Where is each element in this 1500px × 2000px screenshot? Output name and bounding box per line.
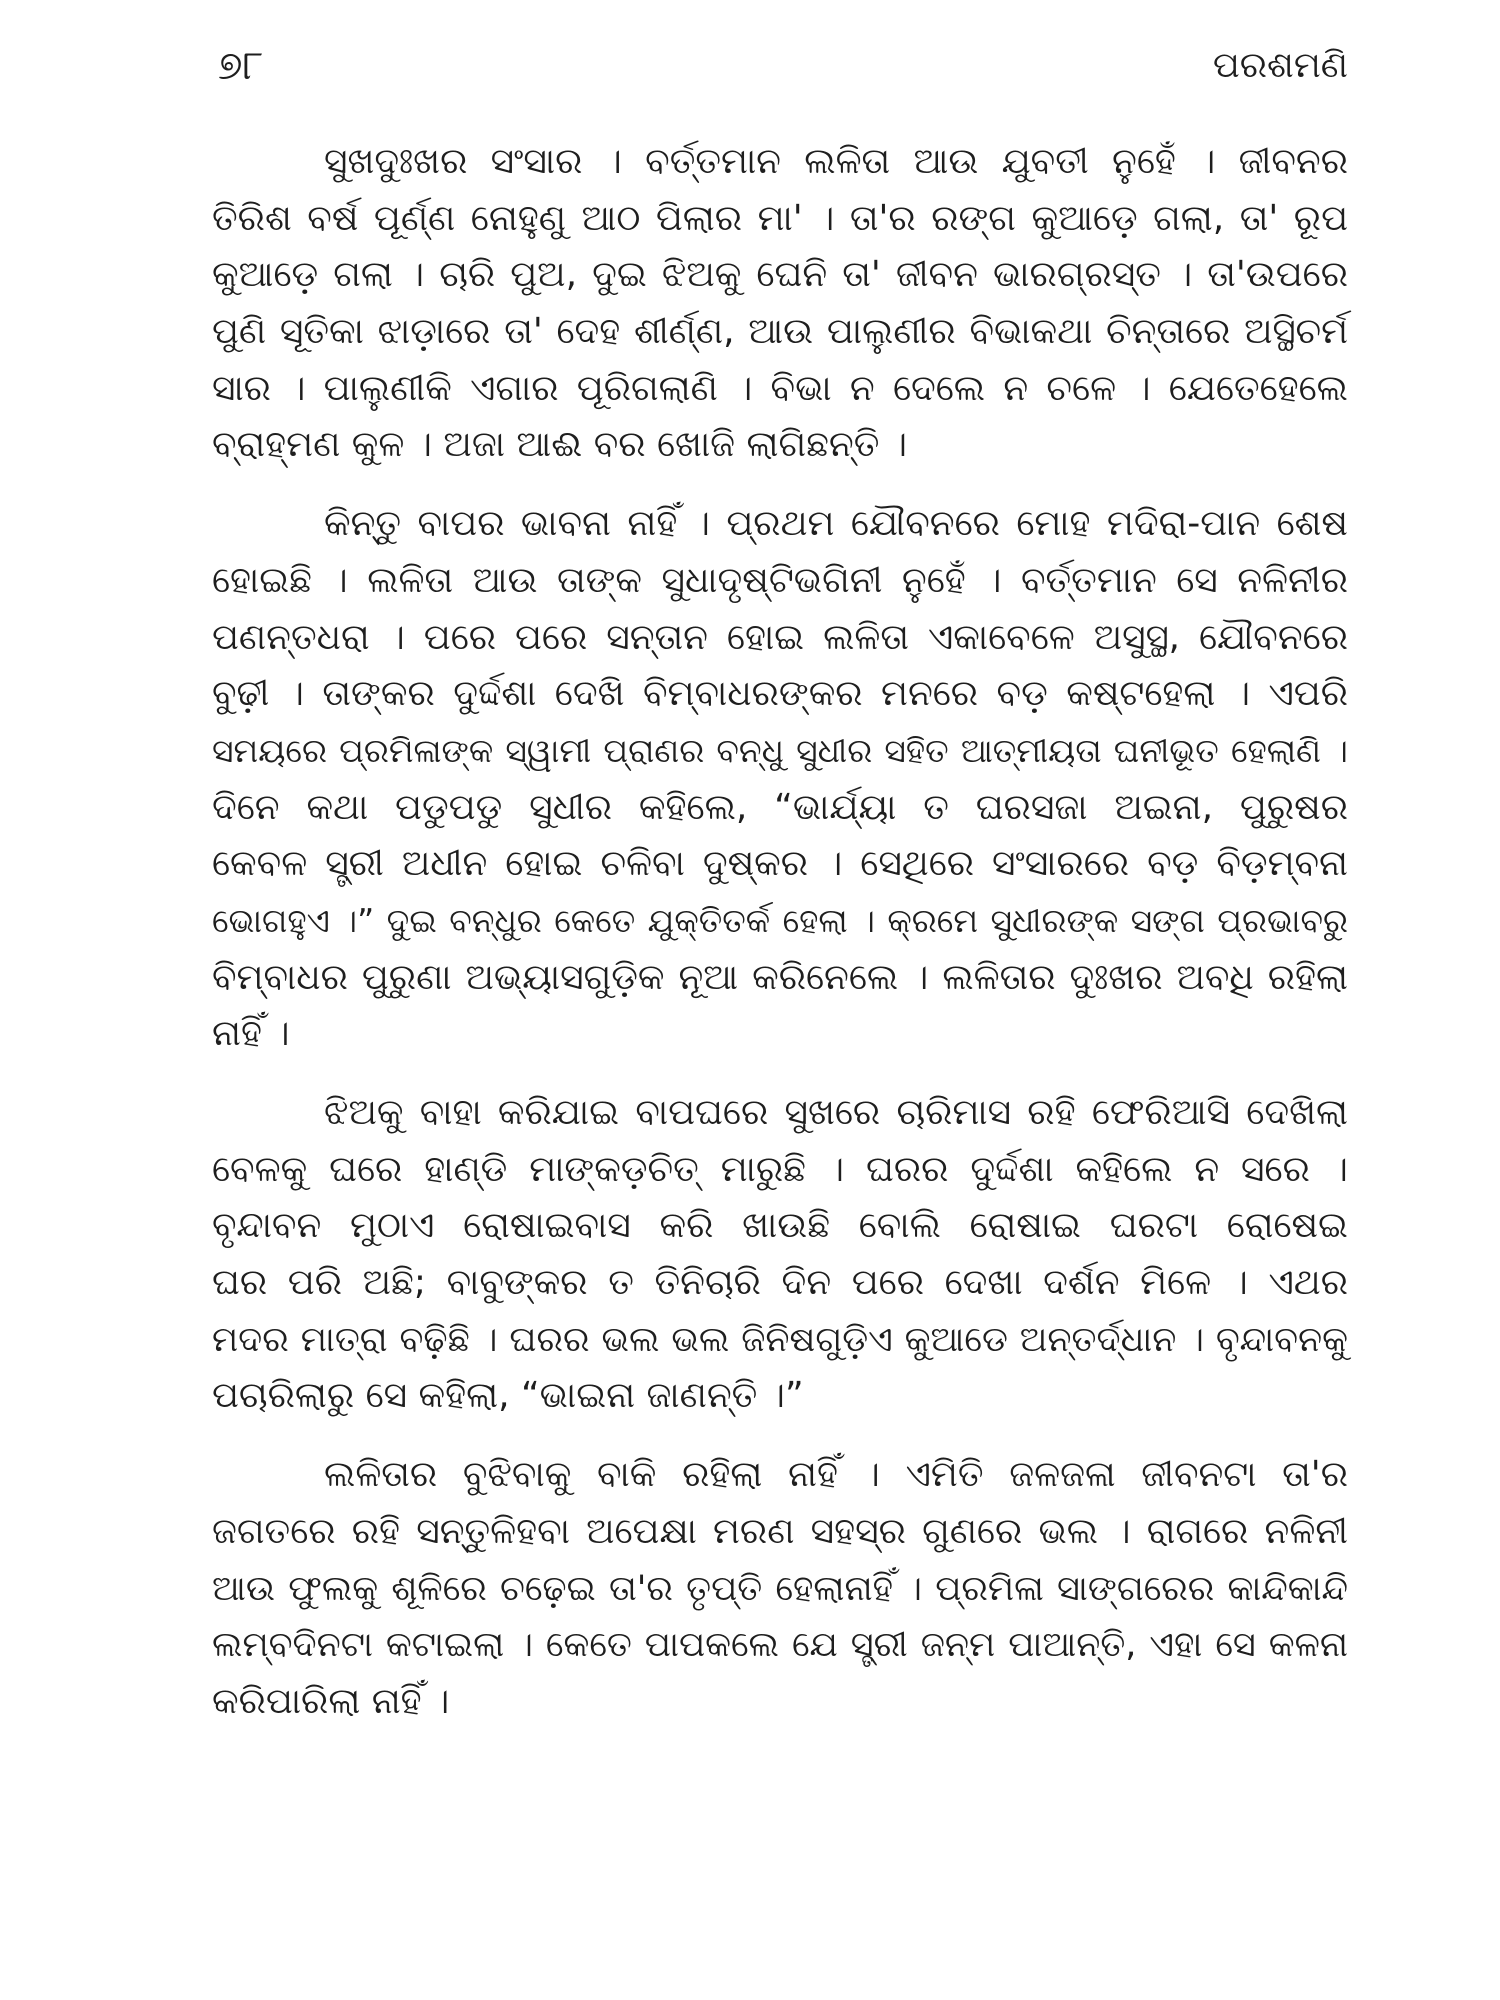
text-line: ଆଉ ଫୁଲକୁ ଶୂଳିରେ ଚଢ଼େଇ ତା'ର ତୃପ୍ତି ହେଲାନାହିଁ । ପ୍ରମିଳା ସାଙ୍ଗରେର କାନ୍ଦିକାନ୍ଦି (212, 1568, 1348, 1609)
text-line: ଘର ପରି ଅଛି; ବାବୁଙ୍କର ତ ତିନିଚାରି ଦିନ ପରେ ଦେଖା ଦର୍ଶନ ମିଳେ । ଏଥର (212, 1262, 1348, 1304)
text-line: ମଦର ମାତ୍ରା ବଢ଼ିଛି । ଘରର ଭଲ ଭଲ ଜିନିଷଗୁଡ଼ିଏ କୁଆଡେ ଅନ୍ତର୍ଦ୍ଧାନ । ବୃନ୍ଦାବନକୁ (212, 1319, 1348, 1360)
text-line: ହୋଇଛି । ଲଳିତା ଆଉ ତାଙ୍କ ସୁଧାଦୃଷ୍ଟିଭଗିନୀ ନୁହେଁ । ବର୍ତ୍ତମାନ ସେ ନଳିନୀର (212, 559, 1348, 601)
page-number: ୭୮ (218, 43, 264, 89)
text-line: ସାର । ପାଲୁଣୀକି ଏଗାର ପୂରିଗଲାଣି । ବିଭା ନ ଦେଲେ ନ ଚଳେ । ଯେତେହେଲେ (212, 367, 1348, 409)
paragraph-3 (212, 1085, 1348, 1425)
text-line: ବୃନ୍ଦାବନ ମୁଠାଏ ରୋଷାଇବାସ କରି ଖାଉଛି ବୋଲି ରୋଷାଇ ଘରଟା ରୋଷେଇ (212, 1205, 1348, 1247)
page-header (0, 36, 1500, 96)
paragraph-1 (212, 134, 1348, 474)
text-line: ଲଳିତାର ବୁଝିବାକୁ ବାକି ରହିଲା ନାହିଁ । ଏମିତି ଜଳଜଳା ଜୀବନଟା ତା'ର (324, 1454, 1348, 1496)
text-line: ବ୍ରାହ୍ମଣ କୁଳ । ଅଜା ଆଈ ବର ଖୋଜି ଲାଗିଛନ୍ତି । (212, 424, 908, 466)
text-line: ଜଗତରେ ରହି ସନ୍ତୁଳିହବା ଅପେକ୍ଷା ମରଣ ସହସ୍ର ଗୁଣରେ ଭଲ । ରାଗରେ ନଳିନୀ (212, 1510, 1348, 1552)
text-line: ଦିନେ କଥା ପଡୁପଡୁ ସୁଧୀର କହିଲେ, “ଭାର୍ଯ୍ୟା ତ ଘରସଜା ଅଇନା, ପୁରୁଷର (212, 786, 1348, 828)
text-line: ତିରିଶ ବର୍ଷ ପୂର୍ଣ୍ଣ ନୋହୁଣୁ ଆଠ ପିଲାର ମା' । ତା'ର ରଙ୍ଗ କୁଆଡ଼େ ଗଲା, ତା' ରୂପ (212, 197, 1348, 239)
text-line: ବିମ୍ବାଧର ପୁରୁଣା ଅଭ୍ୟାସଗୁଡ଼ିକ ନୂଆ କରିନେଲେ । ଲଳିତାର ଦୁଃଖର ଅବଧି ରହିଲା (212, 956, 1348, 998)
text-line: ବୁଢ଼ୀ । ତାଙ୍କର ଦୁର୍ଦ୍ଦଶା ଦେଖି ବିମ୍ବାଧରଙ୍କର ମନରେ ବଡ଼ କଷ୍ଟହେଲା । ଏପରି (212, 673, 1348, 715)
text-line: ନାହିଁ । (212, 1013, 290, 1055)
text-line: ସମୟରେ ପ୍ରମିଳାଙ୍କ ସ୍ୱାମୀ ପ୍ରାଣର ବନ୍ଧୁ ସୁଧୀର ସହିତ ଆତ୍ମୀୟତା ଘନୀଭୂତ ହେଲାଣି । (212, 730, 1348, 770)
text-line: କରିପାରିଲା ନାହିଁ । (212, 1680, 450, 1722)
text-line: ଝିଅକୁ ବାହା କରିଯାଇ ବାପଘରେ ସୁଖରେ ଚାରିମାସ ରହି ଫେରିଆସି ଦେଖିଲା (324, 1092, 1348, 1133)
paragraph-4 (212, 1447, 1348, 1730)
text-line: ଲମ୍ବଦିନଟା କଟାଇଲା । କେତେ ପାପକଲେ ଯେ ସ୍ତ୍ରୀ ଜନ୍ମ ପାଆନ୍ତି, ଏହା ସେ କଳନା (212, 1625, 1348, 1666)
text-line: କୁଆଡ଼େ ଗଲା । ଚାରି ପୁଅ, ଦୁଇ ଝିଅକୁ ଘେନି ତା' ଜୀବନ ଭାରଗ୍ରସ୍ତ । ତା'ଉପରେ (212, 254, 1348, 296)
running-title: ପରଶମଣି (1212, 45, 1348, 86)
text-line: ପୁଣି ସୂତିକା ଝାଡ଼ାରେ ତା' ଦେହ ଶୀର୍ଣ୍ଣ, ଆଉ ପାଲୁଣୀର ବିଭାକଥା ଚିନ୍ତାରେ ଅସ୍ଥିଚର୍ମ (212, 311, 1348, 353)
text-line: କିନ୍ତୁ ବାପର ଭାବନା ନାହିଁ । ପ୍ରଥମ ଯୌବନରେ ମୋହ ମଦିରା-ପାନ ଶେଷ (324, 503, 1348, 545)
text-line: କେବଳ ସ୍ତ୍ରୀ ଅଧୀନ ହୋଇ ଚଳିବା ଦୁଷ୍କର । ସେଥିରେ ସଂସାରରେ ବଡ଼ ବିଡ଼ମ୍ବନା (212, 843, 1348, 885)
text-line: ସୁଖଦୁଃଖର ସଂସାର । ବର୍ତ୍ତମାନ ଲଳିତା ଆଉ ଯୁବତୀ ନୁହେଁ । ଜୀବନର (324, 141, 1348, 182)
text-line: ପଣନ୍ତଧରା । ପରେ ପରେ ସନ୍ତାନ ହୋଇ ଲଳିତା ଏକାବେଳେ ଅସୁସ୍ଥ, ଯୌବନରେ (212, 616, 1348, 658)
text-line: ଭୋଗହୁଏ ।” ଦୁଇ ବନ୍ଧୁର କେତେ ଯୁକ୍ତିତର୍କ ହେଲା । କ୍ରମେ ସୁଧୀରଙ୍କ ସଙ୍ଗ ପ୍ରଭାବରୁ (212, 900, 1348, 940)
text-line: ବେଳକୁ ଘରେ ହାଣ୍ଡି ମାଙ୍କଡ଼ଚିତ୍ ମାରୁଛି । ଘରର ଦୁର୍ଦ୍ଦଶା କହିଲେ ନ ସରେ । (212, 1148, 1348, 1190)
body-text (212, 134, 1348, 1731)
text-line: ପଚାରିଲାରୁ ସେ କହିଲା, “ଭାଇନା ଜାଣନ୍ତି ।” (212, 1375, 804, 1417)
paragraph-2 (212, 496, 1348, 1063)
